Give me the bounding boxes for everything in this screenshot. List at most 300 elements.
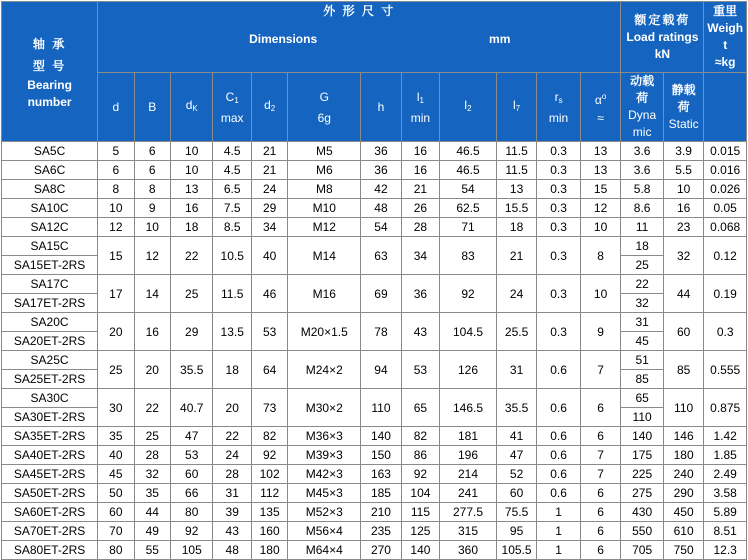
- cell-d: 35: [98, 427, 134, 446]
- cell-C1: 24: [213, 446, 251, 465]
- cell-C1: 20: [213, 389, 251, 427]
- cell-B: 44: [134, 503, 170, 522]
- cell-B: 20: [134, 351, 170, 389]
- cell-h: 94: [361, 351, 401, 389]
- cell-G: M56×4: [288, 522, 361, 541]
- cell-h: 163: [361, 465, 401, 484]
- cell-d: 45: [98, 465, 134, 484]
- cell-l2: 92: [440, 275, 497, 313]
- cell-rs: 0.3: [537, 199, 581, 218]
- cell-dk: 10: [170, 142, 213, 161]
- cell-dk: 13: [170, 180, 213, 199]
- cell-d2: 21: [251, 161, 287, 180]
- cell-dynamic: 550: [621, 522, 664, 541]
- cell-l7: 11.5: [496, 161, 536, 180]
- table-row: [2, 446, 747, 465]
- col-h: h: [361, 73, 401, 142]
- cell-weight: 0.19: [704, 275, 747, 313]
- cell-model: SA40ET-2RS: [2, 446, 98, 465]
- cell-G: M20×1.5: [288, 313, 361, 351]
- cell-model: SA30C: [2, 389, 98, 408]
- cell-dynamic: 225: [621, 465, 664, 484]
- cell-static: 23: [663, 218, 704, 237]
- cell-dynamic: 8.6: [621, 199, 664, 218]
- cell-d2: 180: [251, 541, 287, 560]
- cell-alpha: 6: [580, 427, 621, 446]
- cell-l2: 54: [440, 180, 497, 199]
- col-dk: $d_K$: [170, 73, 213, 142]
- cell-C1: 39: [213, 503, 251, 522]
- cell-alpha: 7: [580, 446, 621, 465]
- cell-model: SA17ET-2RS: [2, 294, 98, 313]
- cell-weight: 8.51: [704, 522, 747, 541]
- cell-l2: 71: [440, 218, 497, 237]
- col-d2: $d_2$: [251, 73, 287, 142]
- cell-dk: 18: [170, 218, 213, 237]
- cell-dynamic: 175: [621, 446, 664, 465]
- cell-l1: 125: [401, 522, 439, 541]
- cell-C1: 28: [213, 465, 251, 484]
- cell-l7: 15.5: [496, 199, 536, 218]
- cell-dk: 35.5: [170, 351, 213, 389]
- cell-dk: 47: [170, 427, 213, 446]
- cell-l2: 83: [440, 237, 497, 275]
- cell-G: M14: [288, 237, 361, 275]
- table-row: [2, 313, 747, 332]
- cell-C1: 11.5: [213, 275, 251, 313]
- cell-C1: 10.5: [213, 237, 251, 275]
- cell-weight: 0.068: [704, 218, 747, 237]
- col-alpha: $\alpha^o$ ≈: [580, 73, 621, 142]
- cell-model: SA8C: [2, 180, 98, 199]
- cell-l7: 21: [496, 237, 536, 275]
- cell-d: 70: [98, 522, 134, 541]
- cell-l7: 35.5: [496, 389, 536, 427]
- cell-B: 10: [134, 218, 170, 237]
- cell-model: SA80ET-2RS: [2, 541, 98, 560]
- cell-dynamic: 45: [621, 332, 664, 351]
- cell-l1: 43: [401, 313, 439, 351]
- cell-model: SA17C: [2, 275, 98, 294]
- cell-d2: 53: [251, 313, 287, 351]
- cell-alpha: 13: [580, 161, 621, 180]
- cell-l7: 24: [496, 275, 536, 313]
- bearing-spec-table: [1, 1, 747, 560]
- cell-l2: 315: [440, 522, 497, 541]
- cell-G: M45×3: [288, 484, 361, 503]
- cell-model: SA50ET-2RS: [2, 484, 98, 503]
- cell-h: 110: [361, 389, 401, 427]
- cell-rs: 0.3: [537, 275, 581, 313]
- cell-model: SA35ET-2RS: [2, 427, 98, 446]
- cell-weight: 1.85: [704, 446, 747, 465]
- cell-d: 40: [98, 446, 134, 465]
- cell-rs: 1: [537, 503, 581, 522]
- cell-model: SA5C: [2, 142, 98, 161]
- cell-dk: 92: [170, 522, 213, 541]
- cell-dk: 10: [170, 161, 213, 180]
- cell-C1: 22: [213, 427, 251, 446]
- cell-B: 16: [134, 313, 170, 351]
- cell-G: M12: [288, 218, 361, 237]
- table-row: [2, 503, 747, 522]
- cell-dynamic: 65: [621, 389, 664, 408]
- cell-model: SA30ET-2RS: [2, 408, 98, 427]
- cell-l2: 104.5: [440, 313, 497, 351]
- cell-d: 80: [98, 541, 134, 560]
- cell-l2: 360: [440, 541, 497, 560]
- cell-l1: 16: [401, 142, 439, 161]
- cell-rs: 0.6: [537, 351, 581, 389]
- cell-B: 9: [134, 199, 170, 218]
- cell-d: 10: [98, 199, 134, 218]
- cell-l1: 26: [401, 199, 439, 218]
- cell-h: 210: [361, 503, 401, 522]
- cell-d2: 73: [251, 389, 287, 427]
- cell-l7: 31: [496, 351, 536, 389]
- cell-G: M10: [288, 199, 361, 218]
- cell-d: 15: [98, 237, 134, 275]
- cell-d2: 34: [251, 218, 287, 237]
- cell-d2: 24: [251, 180, 287, 199]
- cell-rs: 0.6: [537, 446, 581, 465]
- col-l1: $l_1$ min: [401, 73, 439, 142]
- cell-h: 150: [361, 446, 401, 465]
- cell-d: 25: [98, 351, 134, 389]
- cell-h: 42: [361, 180, 401, 199]
- cell-static: 240: [663, 465, 704, 484]
- cell-C1: 18: [213, 351, 251, 389]
- cell-alpha: 7: [580, 351, 621, 389]
- cell-l1: 28: [401, 218, 439, 237]
- cell-h: 69: [361, 275, 401, 313]
- cell-dk: 53: [170, 446, 213, 465]
- cell-G: M16: [288, 275, 361, 313]
- cell-dk: 16: [170, 199, 213, 218]
- cell-C1: 8.5: [213, 218, 251, 237]
- cell-d2: 21: [251, 142, 287, 161]
- cell-d: 5: [98, 142, 134, 161]
- cell-l2: 126: [440, 351, 497, 389]
- cell-dynamic: 11: [621, 218, 664, 237]
- cell-model: SA15ET-2RS: [2, 256, 98, 275]
- cell-d: 50: [98, 484, 134, 503]
- cell-rs: 0.3: [537, 237, 581, 275]
- col-l7: $l_7$: [496, 73, 536, 142]
- cell-G: M5: [288, 142, 361, 161]
- cell-dk: 29: [170, 313, 213, 351]
- cell-B: 49: [134, 522, 170, 541]
- cell-static: 16: [663, 199, 704, 218]
- cell-alpha: 15: [580, 180, 621, 199]
- col-static: 静载 荷 Static: [663, 73, 704, 142]
- cell-G: M30×2: [288, 389, 361, 427]
- cell-weight: 0.12: [704, 237, 747, 275]
- cell-l2: 46.5: [440, 161, 497, 180]
- cell-d2: 160: [251, 522, 287, 541]
- cell-alpha: 13: [580, 142, 621, 161]
- cell-model: SA20ET-2RS: [2, 332, 98, 351]
- cell-d2: 64: [251, 351, 287, 389]
- cell-dynamic: 3.6: [621, 161, 664, 180]
- cell-static: 5.5: [663, 161, 704, 180]
- cell-dynamic: 51: [621, 351, 664, 370]
- table-row: [2, 465, 747, 484]
- cell-C1: 48: [213, 541, 251, 560]
- col-weight-spacer: [704, 73, 747, 142]
- cell-weight: 3.58: [704, 484, 747, 503]
- cell-l7: 18: [496, 218, 536, 237]
- cell-l7: 11.5: [496, 142, 536, 161]
- cell-C1: 6.5: [213, 180, 251, 199]
- table-row: [2, 484, 747, 503]
- cell-l7: 25.5: [496, 313, 536, 351]
- cell-alpha: 6: [580, 484, 621, 503]
- cell-C1: 7.5: [213, 199, 251, 218]
- cell-dk: 60: [170, 465, 213, 484]
- cell-l7: 95: [496, 522, 536, 541]
- cell-l2: 277.5: [440, 503, 497, 522]
- cell-l1: 21: [401, 180, 439, 199]
- cell-d: 17: [98, 275, 134, 313]
- cell-B: 22: [134, 389, 170, 427]
- cell-alpha: 6: [580, 389, 621, 427]
- cell-rs: 0.6: [537, 427, 581, 446]
- cell-model: SA45ET-2RS: [2, 465, 98, 484]
- cell-C1: 43: [213, 522, 251, 541]
- cell-l1: 16: [401, 161, 439, 180]
- cell-weight: 5.89: [704, 503, 747, 522]
- cell-h: 140: [361, 427, 401, 446]
- cell-h: 185: [361, 484, 401, 503]
- cell-d2: 102: [251, 465, 287, 484]
- cell-h: 54: [361, 218, 401, 237]
- cell-l1: 104: [401, 484, 439, 503]
- cell-l2: 46.5: [440, 142, 497, 161]
- cell-alpha: 7: [580, 465, 621, 484]
- cell-weight: 2.49: [704, 465, 747, 484]
- cell-G: M52×3: [288, 503, 361, 522]
- table-row: [2, 351, 747, 370]
- cell-static: 32: [663, 237, 704, 275]
- cell-dynamic: 85: [621, 370, 664, 389]
- cell-l7: 41: [496, 427, 536, 446]
- cell-G: M36×3: [288, 427, 361, 446]
- cell-static: 3.9: [663, 142, 704, 161]
- cell-B: 6: [134, 142, 170, 161]
- cell-dynamic: 5.8: [621, 180, 664, 199]
- cell-G: M39×3: [288, 446, 361, 465]
- cell-static: 610: [663, 522, 704, 541]
- cell-alpha: 10: [580, 218, 621, 237]
- cell-dynamic: 22: [621, 275, 664, 294]
- col-C1: $C_1$ max: [213, 73, 251, 142]
- cell-static: 180: [663, 446, 704, 465]
- cell-d: 12: [98, 218, 134, 237]
- cell-h: 235: [361, 522, 401, 541]
- cell-h: 78: [361, 313, 401, 351]
- cell-static: 146: [663, 427, 704, 446]
- cell-rs: 0.3: [537, 142, 581, 161]
- cell-l1: 82: [401, 427, 439, 446]
- cell-B: 28: [134, 446, 170, 465]
- cell-static: 450: [663, 503, 704, 522]
- cell-rs: 0.3: [537, 313, 581, 351]
- cell-static: 60: [663, 313, 704, 351]
- table-row: [2, 275, 747, 294]
- cell-dk: 40.7: [170, 389, 213, 427]
- cell-G: M8: [288, 180, 361, 199]
- cell-l1: 115: [401, 503, 439, 522]
- cell-model: SA15C: [2, 237, 98, 256]
- cell-d2: 46: [251, 275, 287, 313]
- cell-weight: 0.05: [704, 199, 747, 218]
- cell-d2: 135: [251, 503, 287, 522]
- cell-d: 8: [98, 180, 134, 199]
- table-body: [2, 142, 747, 560]
- cell-dk: 80: [170, 503, 213, 522]
- cell-l7: 60: [496, 484, 536, 503]
- cell-model: SA6C: [2, 161, 98, 180]
- cell-d: 6: [98, 161, 134, 180]
- cell-B: 12: [134, 237, 170, 275]
- cell-rs: 1: [537, 522, 581, 541]
- cell-G: M6: [288, 161, 361, 180]
- cell-l7: 13: [496, 180, 536, 199]
- col-B: B: [134, 73, 170, 142]
- cell-static: 44: [663, 275, 704, 313]
- cell-G: M24×2: [288, 351, 361, 389]
- cell-B: 6: [134, 161, 170, 180]
- cell-rs: 0.6: [537, 465, 581, 484]
- table-row: [2, 161, 747, 180]
- cell-weight: 0.3: [704, 313, 747, 351]
- cell-model: SA20C: [2, 313, 98, 332]
- col-dynamic: 动载 荷 Dyna mic: [621, 73, 664, 142]
- cell-l1: 53: [401, 351, 439, 389]
- cell-dynamic: 32: [621, 294, 664, 313]
- cell-dynamic: 110: [621, 408, 664, 427]
- col-G: G 6g: [288, 73, 361, 142]
- table-row: [2, 389, 747, 408]
- cell-l1: 36: [401, 275, 439, 313]
- cell-alpha: 6: [580, 503, 621, 522]
- cell-B: 32: [134, 465, 170, 484]
- cell-l1: 34: [401, 237, 439, 275]
- table-row: [2, 522, 747, 541]
- cell-l7: 52: [496, 465, 536, 484]
- col-d: d: [98, 73, 134, 142]
- table-row: [2, 142, 747, 161]
- cell-static: 10: [663, 180, 704, 199]
- cell-l2: 241: [440, 484, 497, 503]
- cell-C1: 4.5: [213, 142, 251, 161]
- cell-h: 36: [361, 161, 401, 180]
- cell-B: 35: [134, 484, 170, 503]
- cell-weight: 0.015: [704, 142, 747, 161]
- cell-model: SA25C: [2, 351, 98, 370]
- cell-d: 30: [98, 389, 134, 427]
- cell-model: SA25ET-2RS: [2, 370, 98, 389]
- cell-l2: 146.5: [440, 389, 497, 427]
- cell-weight: 12.3: [704, 541, 747, 560]
- table-header: [2, 2, 747, 142]
- cell-d2: 40: [251, 237, 287, 275]
- cell-alpha: 6: [580, 541, 621, 560]
- cell-weight: 0.875: [704, 389, 747, 427]
- cell-rs: 0.3: [537, 218, 581, 237]
- table-row: [2, 199, 747, 218]
- cell-d2: 92: [251, 446, 287, 465]
- table-row: [2, 180, 747, 199]
- cell-model: SA10C: [2, 199, 98, 218]
- header-dimensions: 外 形 尺 寸 Dimensions mm: [98, 2, 621, 73]
- cell-l2: 181: [440, 427, 497, 446]
- header-load-ratings: 额定载荷 Load ratings kN: [621, 2, 704, 73]
- cell-model: SA12C: [2, 218, 98, 237]
- cell-l1: 86: [401, 446, 439, 465]
- cell-d: 20: [98, 313, 134, 351]
- cell-h: 63: [361, 237, 401, 275]
- table-row: [2, 218, 747, 237]
- cell-alpha: 9: [580, 313, 621, 351]
- cell-rs: 0.3: [537, 180, 581, 199]
- table-row: [2, 237, 747, 256]
- cell-dk: 105: [170, 541, 213, 560]
- cell-l1: 92: [401, 465, 439, 484]
- cell-static: 750: [663, 541, 704, 560]
- cell-dk: 22: [170, 237, 213, 275]
- header-bearing-number: 轴 承 型 号 Bearing number: [2, 2, 98, 142]
- cell-C1: 31: [213, 484, 251, 503]
- cell-alpha: 10: [580, 275, 621, 313]
- cell-dynamic: 140: [621, 427, 664, 446]
- cell-dk: 66: [170, 484, 213, 503]
- cell-h: 48: [361, 199, 401, 218]
- cell-G: M64×4: [288, 541, 361, 560]
- cell-dynamic: 18: [621, 237, 664, 256]
- cell-B: 55: [134, 541, 170, 560]
- cell-C1: 4.5: [213, 161, 251, 180]
- cell-dynamic: 3.6: [621, 142, 664, 161]
- cell-static: 290: [663, 484, 704, 503]
- cell-l1: 140: [401, 541, 439, 560]
- cell-rs: 0.6: [537, 389, 581, 427]
- col-l2: $l_2$: [440, 73, 497, 142]
- cell-l7: 47: [496, 446, 536, 465]
- table-row: [2, 541, 747, 560]
- cell-weight: 0.026: [704, 180, 747, 199]
- table-row: [2, 427, 747, 446]
- cell-static: 110: [663, 389, 704, 427]
- header-weight: 重里 Weigh t ≈kg: [704, 2, 747, 73]
- cell-dynamic: 705: [621, 541, 664, 560]
- cell-rs: 0.6: [537, 484, 581, 503]
- cell-l2: 214: [440, 465, 497, 484]
- cell-rs: 1: [537, 541, 581, 560]
- cell-d: 60: [98, 503, 134, 522]
- cell-dynamic: 430: [621, 503, 664, 522]
- cell-B: 25: [134, 427, 170, 446]
- col-rs: $r_s$ min: [537, 73, 581, 142]
- cell-l1: 65: [401, 389, 439, 427]
- cell-alpha: 6: [580, 522, 621, 541]
- cell-d2: 29: [251, 199, 287, 218]
- cell-weight: 0.555: [704, 351, 747, 389]
- cell-alpha: 8: [580, 237, 621, 275]
- cell-model: SA70ET-2RS: [2, 522, 98, 541]
- cell-dynamic: 31: [621, 313, 664, 332]
